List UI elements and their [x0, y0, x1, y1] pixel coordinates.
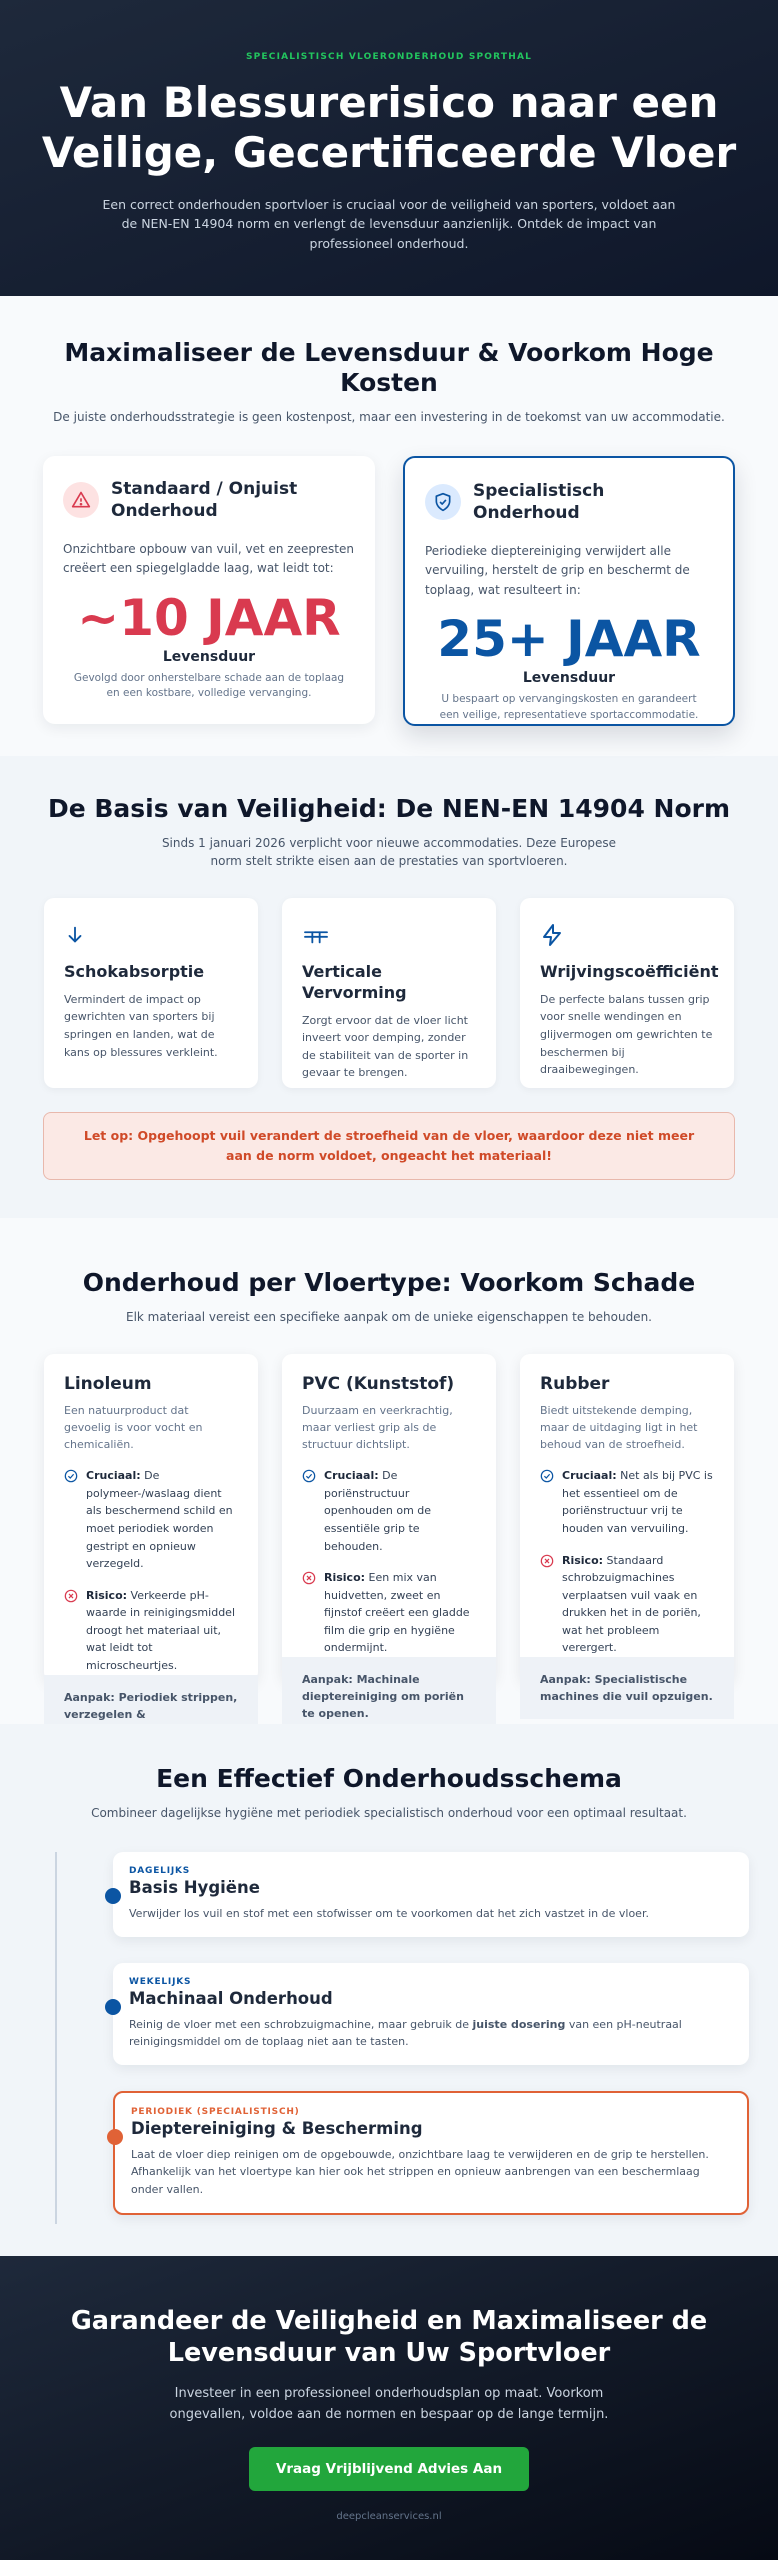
- site-link[interactable]: deepcleanservices.nl: [336, 2511, 442, 2523]
- cta-text: Investeer in een professioneel onderhoudsplan op maat. Voorkom ongevallen, voldoe aan de normen en bespaar op de lange termijn.: [169, 2385, 609, 2422]
- feature-desc: Vermindert de impact op gewrichten van sporters bij springen en landen, wat de kans op blessures verkleint.: [64, 992, 218, 1059]
- step-desc-text: Reinig de vloer met een schrobzuigmachine, maar gebruik de: [129, 2017, 473, 2031]
- risk-text: Een mix van huidvetten, zweet en fijnstof creëert een gladde film die grip en hygiëne ondermijnt.: [324, 1571, 470, 1655]
- level-icon: [302, 920, 476, 950]
- x-circle-icon: [302, 1571, 316, 1585]
- step-desc: [129, 2016, 733, 2051]
- step-frequency: DAGELIJKS: [129, 1866, 191, 1876]
- crucial-text: De polymeer-/waslaag dient als beschermend schild en moet periodiek worden gestript en opnieuw verzegeld.: [86, 1469, 233, 1571]
- floortype-approach: Aanpak: Specialistische machines die vuil opzuigen.: [520, 1657, 734, 1719]
- timeline-line: [55, 1852, 57, 2224]
- floortype-title: Rubber: [540, 1374, 610, 1394]
- schedule-timeline: [29, 1852, 749, 2215]
- crucial-point: [302, 1467, 476, 1555]
- check-circle-icon: [302, 1469, 316, 1483]
- norm-features: [0, 898, 778, 1088]
- step-title: Machinaal Onderhoud: [129, 1988, 333, 2008]
- hero-title: Van Blessurerisico naar een Veilige, Gecertificeerde Vloer: [41, 78, 737, 177]
- step-frequency: WEKELIJKS: [129, 1976, 192, 1987]
- hero-eyebrow: SPECIALISTISCH VLOERONDERHOUD SPORTHAL: [245, 52, 533, 62]
- lifespan-section: [0, 296, 778, 756]
- risk-text: Standaard schrobzuigmachines verplaatsen vuil vaak en drukken het in de poriën, wat het probleem verergert.: [562, 1553, 701, 1655]
- shield-check-icon: [425, 484, 461, 520]
- standard-lifespan-value: ~10 JAAR: [77, 588, 341, 647]
- norm-title: De Basis van Veiligheid: De NEN-EN 14904 Norm: [47, 794, 731, 823]
- step-title: Basis Hygiëne: [129, 1878, 260, 1897]
- floortype-title: PVC (Kunststof): [302, 1374, 455, 1394]
- crucial-point: [64, 1467, 238, 1573]
- floortypes-section: [0, 1218, 778, 1724]
- crucial-label: Cruciaal:: [562, 1469, 617, 1483]
- risk-label: Risico:: [86, 1588, 128, 1602]
- specialist-lifespan-label: Levensduur: [522, 669, 616, 686]
- floortype-title: Linoleum: [64, 1374, 152, 1394]
- lifespan-title: Maximaliseer de Levensduur & Voorkom Hoge Kosten: [64, 338, 714, 397]
- norm-alert: Let op: Opgehoopt vuil verandert de stroefheid van de vloer, waardoor deze niet meer aan de norm voldoet, ongeacht het materiaal!: [43, 1112, 735, 1180]
- lightning-icon: [540, 920, 714, 950]
- schedule-subtitle: Combineer dagelijkse hygiëne met periodiek specialistisch onderhoud voor een optimaal resultaat.: [91, 1806, 687, 1820]
- specialist-card-title: Specialistisch Onderhoud: [473, 481, 605, 524]
- risk-point: [540, 1552, 714, 1658]
- floortypes-title: Onderhoud per Vloertype: Voorkom Schade: [82, 1268, 696, 1297]
- feature-desc: De perfecte balans tussen grip voor snelle wendingen en glijvermogen om gewrichten te beschermen bij draaibewegingen.: [540, 992, 713, 1077]
- advice-request-button[interactable]: Vraag Vrijblijvend Advies Aan: [249, 2447, 529, 2491]
- specialist-lifespan-value: 25+ JAAR: [437, 609, 701, 668]
- x-circle-icon: [540, 1554, 554, 1568]
- floortype-card-rubber: [520, 1354, 734, 1704]
- x-circle-icon: [64, 1589, 78, 1603]
- schedule-step-periodic: [113, 2091, 749, 2215]
- floortype-card-linoleum: [44, 1354, 258, 1721]
- floortype-cards: [0, 1354, 778, 1721]
- schedule-title: Een Effectief Onderhoudsschema: [156, 1764, 622, 1793]
- step-desc-emphasis: juiste dosering: [472, 2017, 566, 2031]
- floortype-desc: Een natuurproduct dat gevoelig is voor vocht en chemicaliën.: [64, 1404, 203, 1452]
- step-frequency: PERIODIEK (SPECIALISTISCH): [131, 2106, 300, 2117]
- feature-desc: Zorgt ervoor dat de vloer licht inveert voor demping, zonder de stabiliteit van de sporter in gevaar te brengen.: [302, 1013, 469, 1080]
- crucial-label: Cruciaal:: [324, 1469, 379, 1483]
- floortype-desc: Duurzaam en veerkrachtig, maar verliest grip als de structuur dichtslipt.: [302, 1404, 453, 1452]
- schedule-section: [0, 1724, 778, 2256]
- warning-icon: [63, 482, 99, 518]
- cta-title: Garandeer de Veiligheid en Maximaliseer de Levensduur van Uw Sportvloer: [70, 2306, 708, 2368]
- feature-card: [282, 898, 496, 1088]
- risk-text: Verkeerde pH-waarde in reinigingsmiddel droogt het materiaal uit, wat leidt tot microscheurtjes.: [86, 1588, 235, 1673]
- risk-point: [64, 1587, 238, 1675]
- floortype-approach: Aanpak: Periodiek strippen, verzegelen &: [44, 1675, 258, 1754]
- step-desc: Verwijder los vuil en stof met een stofwisser om te voorkomen dat het zich vastzet in de vloer.: [129, 1907, 649, 1920]
- norm-subtitle: Sinds 1 januari 2026 verplicht voor nieuwe accommodaties. Deze Europese norm stelt strikte eisen aan de prestaties van sportvloeren.: [161, 836, 617, 868]
- crucial-point: [540, 1467, 714, 1537]
- risk-label: Risico:: [562, 1553, 604, 1567]
- crucial-text: Net als bij PVC is het essentieel om de poriënstructuur vrij te houden van vervuiling.: [562, 1469, 713, 1535]
- schedule-step-weekly: [113, 1963, 749, 2065]
- feature-title: Schokabsorptie: [64, 962, 205, 981]
- step-desc-text: van een pH-neutraal reinigingsmiddel om de toplaag niet aan te tasten.: [129, 2017, 682, 2049]
- risk-point: [302, 1569, 476, 1657]
- standard-maintenance-card: [43, 456, 375, 724]
- timeline-dot: [105, 1999, 121, 2015]
- risk-label: Risico:: [324, 1571, 366, 1585]
- feature-title: Verticale Vervorming: [302, 962, 407, 1002]
- hero-intro: Een correct onderhouden sportvloer is cruciaal voor de veiligheid van sporters, voldoet aan de NEN-EN 14904 norm en verlengt de levensduur aanzienlijk. Ontdek de impact van professioneel onderhoud.: [102, 197, 676, 251]
- specialist-card-desc: Periodieke dieptereiniging verwijdert alle vervuiling, herstelt de grip en beschermt de toplaag, wat resulteert in:: [425, 544, 690, 597]
- arrow-down-icon: [64, 920, 238, 950]
- lifespan-subtitle: De juiste onderhoudsstrategie is geen kostenpost, maar een investering in de toekomst van uw accommodatie.: [53, 410, 725, 424]
- crucial-label: Cruciaal:: [86, 1469, 141, 1483]
- feature-title: Wrijvingscoëfficiënt: [540, 962, 719, 981]
- floortype-card-pvc: [282, 1354, 496, 1721]
- norm-section: [0, 756, 778, 1218]
- check-circle-icon: [64, 1469, 78, 1483]
- feature-card: [520, 898, 734, 1088]
- standard-card-desc: Onzichtbare opbouw van vuil, vet en zeepresten creëert een spiegelgladde laag, wat leidt tot:: [63, 542, 354, 576]
- timeline-dot: [105, 1888, 121, 1904]
- specialist-maintenance-card: [403, 456, 735, 726]
- standard-lifespan-note: Gevolgd door onherstelbare schade aan de toplaag en een kostbare, volledige vervanging.: [73, 671, 345, 700]
- step-title: Dieptereiniging & Bescherming: [131, 2118, 423, 2138]
- step-desc: Laat de vloer diep reinigen om de opgebouwde, onzichtbare laag te verwijderen en de grip te herstellen. Afhankelijk van het vloertype kan hier ook het strippen en opnieuw aanbrengen van een beschermlaag onder vallen.: [131, 2147, 709, 2196]
- hero-section: [0, 0, 778, 296]
- cta-section: [0, 2256, 778, 2560]
- floortypes-subtitle: Elk materiaal vereist een specifieke aanpak om de unieke eigenschappen te behouden.: [125, 1310, 652, 1324]
- timeline-dot: [107, 2129, 123, 2145]
- specialist-lifespan-note: U bespaart op vervangingskosten en garandeert een veilige, representatieve sportaccommodatie.: [439, 692, 699, 721]
- standard-lifespan-label: Levensduur: [162, 648, 256, 665]
- crucial-text: De poriënstructuur openhouden om de essentiële grip te behouden.: [324, 1469, 432, 1553]
- floortype-approach: Aanpak: Machinale dieptereiniging om poriën te openen.: [282, 1657, 496, 1736]
- feature-card: [44, 898, 258, 1088]
- schedule-step-daily: [113, 1852, 749, 1937]
- check-circle-icon: [540, 1469, 554, 1483]
- floortype-desc: Biedt uitstekende demping, maar de uitdaging ligt in het behoud van de stroefheid.: [540, 1404, 698, 1452]
- standard-card-title: Standaard / Onjuist Onderhoud: [111, 479, 298, 522]
- comparison-cards: [0, 456, 778, 726]
